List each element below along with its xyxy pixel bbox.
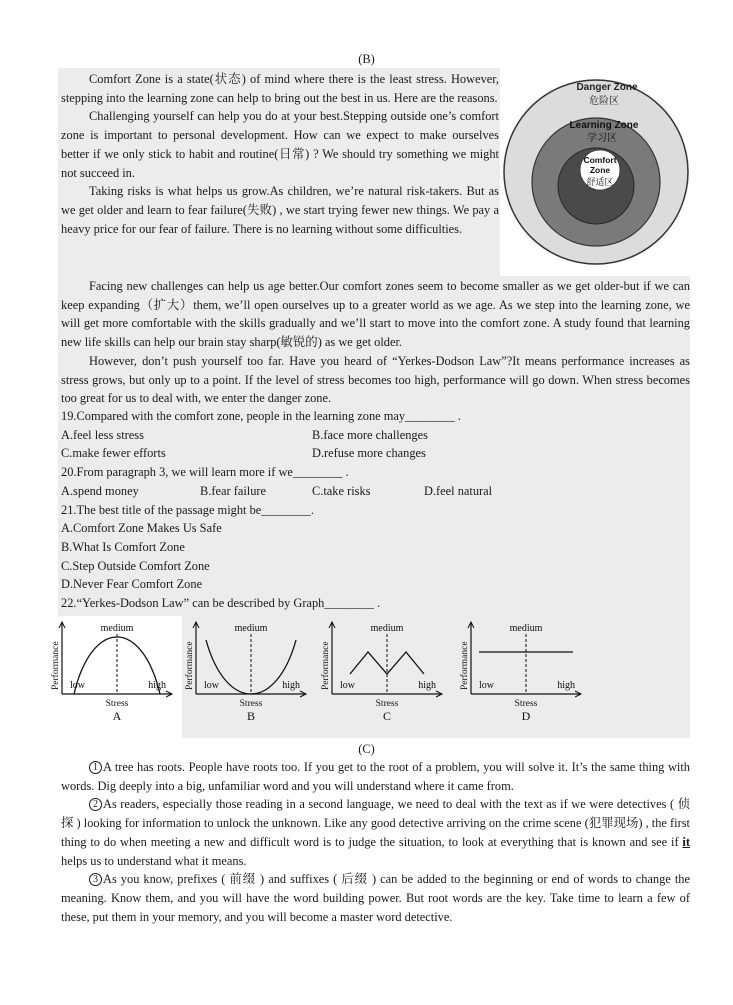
graph-b-label-low: low bbox=[204, 680, 219, 691]
graph-b-letter: B bbox=[246, 709, 256, 723]
graph-c-ylabel: Performance bbox=[321, 641, 331, 690]
passage-b-paragraph-3: Taking risks is what helps us grow.As children, we’re natural risk-takers. But as we get older and learn to fear failure(失败) , we start trying fewer new things. We pay a heavy price for our fear of failure. There is no learning without some difficulties. bbox=[61, 184, 499, 236]
q20-option-c[interactable]: C.take risks bbox=[312, 483, 371, 498]
passage-c-paragraph-3 bbox=[61, 870, 690, 926]
graph-a-ylabel: Performance bbox=[51, 641, 61, 690]
questions-block bbox=[61, 407, 690, 613]
passage-b-paragraph-1: Comfort Zone is a state(状态) of mind where there is the least stress. However, stepping into the learning zone can help to bring out the best in us. Here are the reasons. bbox=[61, 72, 499, 105]
graph-c-label-low: low bbox=[340, 680, 355, 691]
q19-options-row-2 bbox=[61, 444, 690, 463]
graph-b-xlabel: Stress bbox=[239, 699, 263, 709]
passage-c-paragraph-1-text: A tree has roots. People have roots too. If you get to the root of a problem, you will solve it. It’s the same thing with words. Dig deeply into a big, unfamiliar word and you will understand where it came from. bbox=[61, 760, 690, 793]
q21-option-a[interactable]: A.Comfort Zone Makes Us Safe bbox=[61, 521, 222, 536]
q21-option-d[interactable]: D.Never Fear Comfort Zone bbox=[61, 577, 203, 592]
graph-b-label-high: high bbox=[282, 680, 300, 691]
passage-b-full bbox=[61, 277, 690, 408]
passage-b-paragraph-2: Challenging yourself can help you do at your best.Stepping outside one’s comfort zone is important to personal development. How can we expect to make ourselves better if we only stick to habit and routine(日常) ? We should try something we might not succeed in. bbox=[61, 109, 499, 180]
graph-a-letter: A bbox=[112, 709, 122, 723]
comfort-zone-cn: 舒适区 bbox=[586, 178, 614, 188]
q19-option-c[interactable]: C.make fewer efforts bbox=[61, 446, 166, 461]
passage-c-paragraph-3-text: As you know, prefixes ( 前缀 ) and suffixes ( 后缀 ) can be added to the beginning or end of words to change the meaning. Know them, and you will have the word building power. But root words are the key. Take time to learn a few of these, put them in your memory, and you will become a master word detective. bbox=[61, 872, 690, 924]
graph-d-label-medium: medium bbox=[509, 623, 543, 634]
q19-option-a[interactable]: A.feel less stress bbox=[61, 427, 144, 442]
q19-stem: 19.Compared with the comfort zone, people in the learning zone may________ . bbox=[61, 409, 461, 423]
q20-option-a[interactable]: A.spend money bbox=[61, 483, 139, 498]
graph-a-xlabel: Stress bbox=[105, 699, 129, 709]
graph-d-label-high: high bbox=[557, 680, 575, 691]
section-c-label: (C) bbox=[358, 742, 375, 756]
graph-a-label-high: high bbox=[148, 680, 166, 691]
passage-c bbox=[61, 758, 690, 926]
graph-a-label-medium: medium bbox=[100, 623, 134, 634]
graph-d-label-low: low bbox=[479, 680, 494, 691]
underlined-it: it bbox=[682, 834, 690, 849]
graph-c-label-medium: medium bbox=[370, 623, 404, 634]
q21-option-c[interactable]: C.Step Outside Comfort Zone bbox=[61, 558, 210, 573]
graph-c-label-high: high bbox=[418, 680, 436, 691]
q20-stem: 20.From paragraph 3, we will learn more if we________ . bbox=[61, 465, 349, 480]
q21-stem: 21.The best title of the passage might be________. bbox=[61, 502, 314, 517]
q20-options-row bbox=[61, 482, 690, 501]
passage-b-paragraph-5: However, don’t push yourself too far. Have you heard of “Yerkes-Dodson Law”?It means performance increases as stress grows, but only up to a point. If the level of stress becomes too high, performance will go down. When stress becomes too great for us to deal with, we enter the danger zone. bbox=[61, 353, 690, 406]
graph-c-xlabel: Stress bbox=[375, 699, 399, 709]
q22-graphs bbox=[48, 616, 688, 724]
learning-zone-cn: 学习区 bbox=[587, 133, 617, 144]
passage-c-paragraph-2-text-a: As readers, especially those reading in a second language, we need to deal with the text as if we were detectives ( 侦探 ) looking for information to unlock the unknown. Like any good detective arriving on the crime scene (犯罪现场) , the first thing to do when meeting a new and difficult word is to judge the situation, to look at everything that is known and see if bbox=[61, 797, 690, 849]
q22-stem: 22.“Yerkes-Dodson Law” can be described by Graph________ . bbox=[61, 596, 381, 611]
paragraph-number-1: 1 bbox=[89, 761, 102, 774]
graph-d-ylabel: Performance bbox=[460, 641, 470, 690]
paragraph-number-3: 3 bbox=[89, 873, 102, 886]
passage-c-paragraph-2-text-b: helps us to understand what it means. bbox=[61, 853, 247, 868]
graph-d-letter: D bbox=[521, 709, 531, 723]
learning-zone-en: Learning Zone bbox=[569, 120, 639, 131]
graph-b-label-medium: medium bbox=[234, 623, 268, 634]
danger-zone-en: Danger Zone bbox=[576, 82, 638, 93]
q20-option-d[interactable]: D.feel natural bbox=[424, 483, 493, 498]
graph-c-letter: C bbox=[382, 709, 392, 723]
q19-options-row-1 bbox=[61, 426, 690, 445]
passage-b-column bbox=[61, 70, 499, 238]
passage-c-paragraph-2 bbox=[61, 795, 690, 870]
danger-zone-cn: 危险区 bbox=[589, 96, 619, 107]
q19-option-d[interactable]: D.refuse more changes bbox=[312, 446, 426, 461]
graph-d-xlabel: Stress bbox=[514, 699, 538, 709]
comfort-zone-en-2: Zone bbox=[589, 165, 611, 175]
graph-b-ylabel: Performance bbox=[185, 641, 195, 690]
q19-option-b[interactable]: B.face more challenges bbox=[312, 427, 428, 442]
comfort-zone-diagram bbox=[500, 68, 690, 276]
passage-c-paragraph-1 bbox=[61, 758, 690, 795]
passage-b-paragraph-4: Facing new challenges can help us age better.Our comfort zones seem to become smaller as we get older-but if we can keep expanding（扩大）them, we’ll open ourselves up to a greater world as we age. As we step into the learning zone, we will get more comfortable with the skills gradually and we’ll start to move into the comfort zone. A study found that learning new life skills can help our brain stay sharp(敏锐的) as we get older. bbox=[61, 279, 690, 350]
q20-option-b[interactable]: B.fear failure bbox=[200, 483, 267, 498]
section-b-label: (B) bbox=[358, 52, 375, 66]
graph-a-label-low: low bbox=[70, 680, 85, 691]
comfort-zone-en-1: Comfort bbox=[583, 155, 617, 165]
q21-option-b[interactable]: B.What Is Comfort Zone bbox=[61, 539, 185, 554]
paragraph-number-2: 2 bbox=[89, 798, 102, 811]
